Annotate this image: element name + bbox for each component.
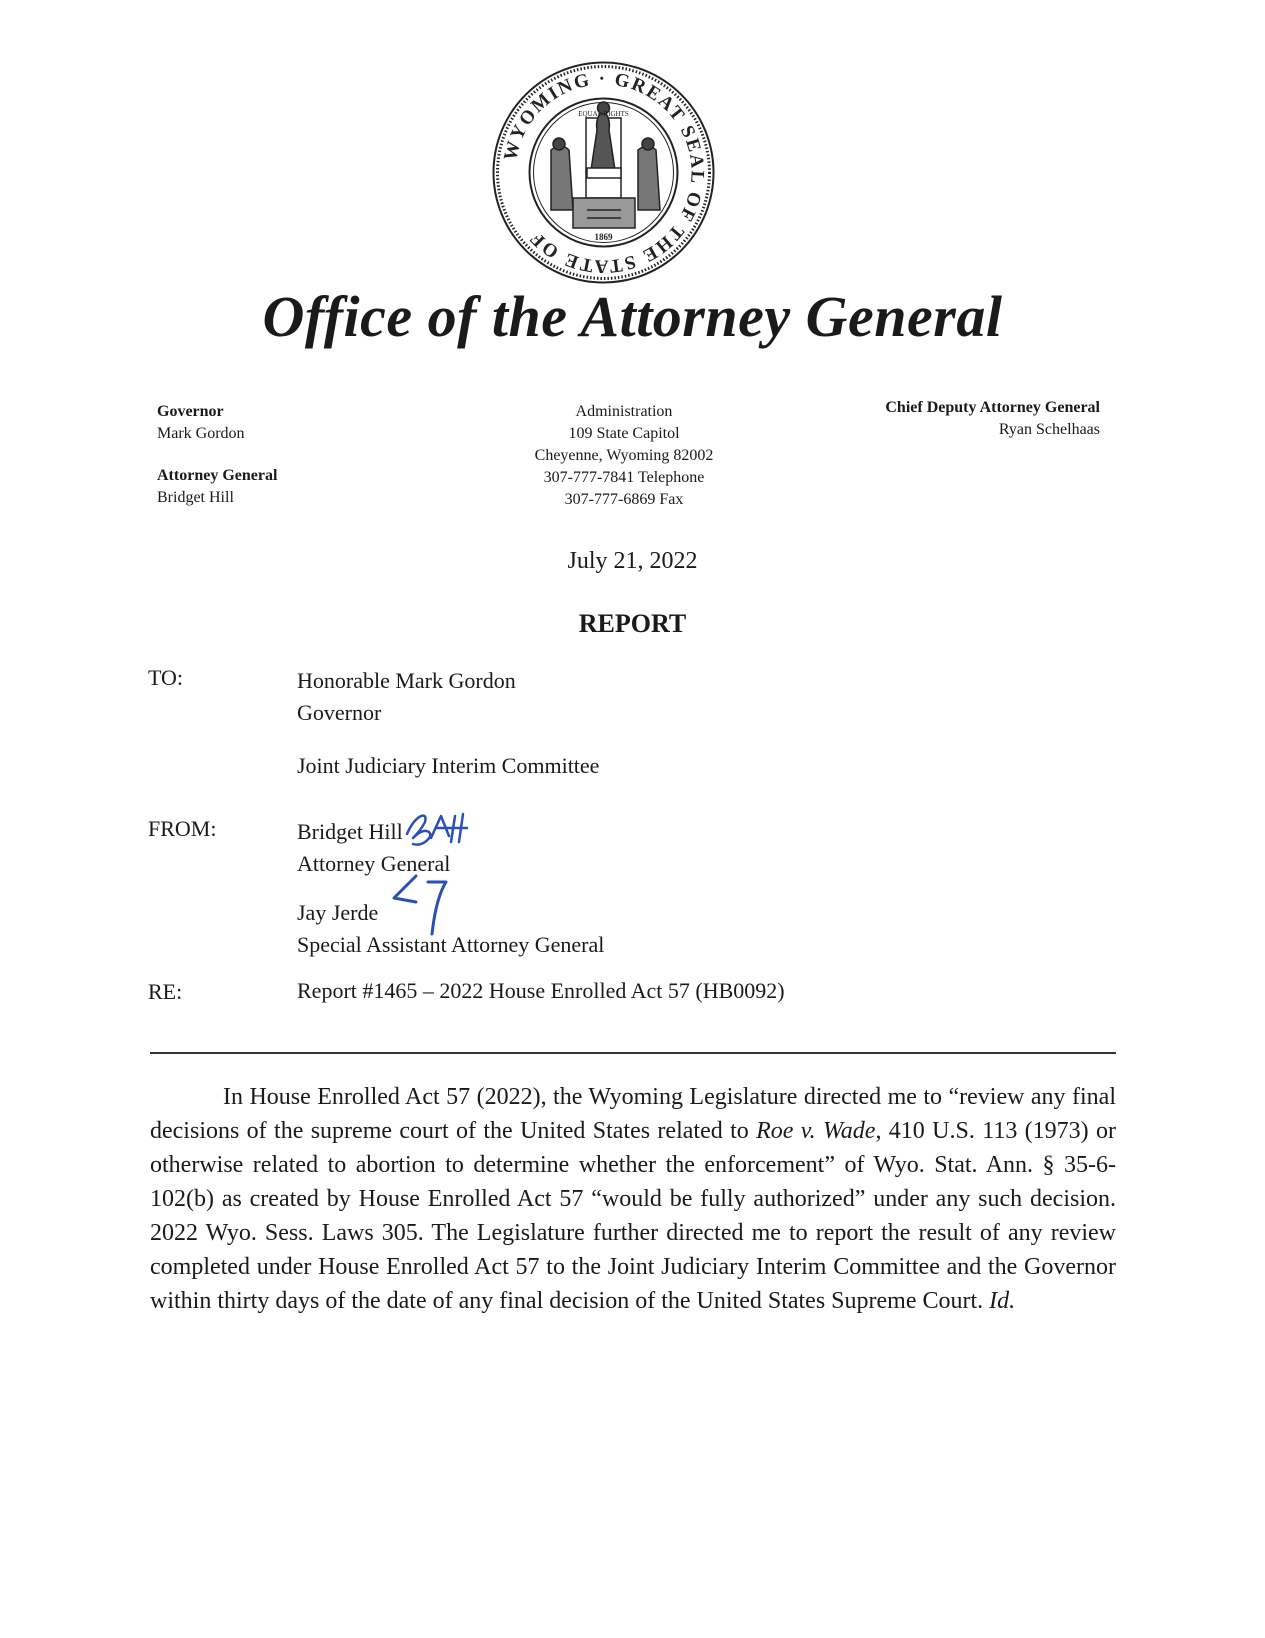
from-label: FROM:	[148, 816, 217, 841]
address-line-3: Cheyenne, Wyoming 82002	[534, 447, 714, 464]
to-line-1: Honorable Mark Gordon	[297, 668, 516, 693]
governor-name: Mark Gordon	[157, 425, 245, 442]
report-date: July 21, 2022	[567, 548, 698, 574]
to-label: TO:	[148, 665, 184, 690]
letterhead-address	[493, 401, 755, 511]
letterhead-left	[157, 401, 277, 509]
address-line-1: Administration	[575, 403, 673, 420]
case-citation: Roe v. Wade	[756, 1118, 876, 1144]
from-title-2: Special Assistant Attorney General	[297, 932, 605, 957]
wyoming-great-seal	[491, 60, 716, 285]
from-block-2	[297, 897, 604, 961]
re-text: Report #1465 – 2022 House Enrolled Act 57 (HB0092)	[297, 978, 785, 1003]
to-line-3: Joint Judiciary Interim Committee	[297, 753, 600, 778]
chief-deputy-name: Ryan Schelhaas	[998, 421, 1100, 438]
address-line-2: 109 State Capitol	[568, 425, 680, 442]
report-heading: REPORT	[578, 609, 687, 638]
initials-stroke	[394, 876, 446, 934]
signature-initials-jj	[388, 870, 450, 940]
divider-rule	[150, 1052, 1116, 1054]
chief-deputy-role: Chief Deputy Attorney General	[885, 399, 1100, 416]
seal-outer-text: WYOMING · GREAT SEAL OF THE STATE OF	[500, 68, 708, 277]
body-text-1: In House Enrolled Act 57 (2022), the Wyoming Legislature directed me to “review any final decisions of the supreme court of the United States related to	[150, 1084, 1116, 1144]
seal-banner: EQUAL RIGHTS	[578, 110, 629, 118]
body-paragraph	[150, 1080, 1116, 1318]
re-label: RE:	[148, 979, 183, 1004]
governor-role: Governor	[157, 403, 224, 420]
from-title-1: Attorney General	[297, 851, 451, 876]
ag-role: Attorney General	[157, 467, 278, 484]
office-title: Office of the Attorney General	[262, 284, 1003, 349]
address-line-4: 307-777-7841 Telephone	[543, 469, 705, 486]
to-line-2: Governor	[297, 700, 382, 725]
body-text-2: , 410 U.S. 113 (1973) or otherwise related to abortion to determine whether the enforcement” of Wyo. Stat. Ann. § 35-6-102(b) as created by House Enrolled Act 57 “would be fully authorized” under any such decision. 2022 Wyo. Sess. Laws 305. The Legislature further directed me to report the result of any review completed under House Enrolled Act 57 to the Joint Judiciary Interim Committee and the Governor within thirty days of the date of any final decision of the United States Supreme Court.	[150, 1118, 1117, 1314]
letterhead-right	[790, 397, 1100, 441]
initials-stroke	[407, 814, 467, 845]
id-citation: Id.	[989, 1288, 1016, 1314]
seal-year: 1869	[594, 232, 613, 242]
from-name-1: Bridget Hill	[297, 819, 403, 844]
to-block	[297, 665, 516, 729]
signature-initials-bh	[403, 808, 485, 852]
from-name-2: Jay Jerde	[297, 900, 379, 925]
ag-name: Bridget Hill	[157, 489, 234, 506]
address-line-5: 307-777-6869 Fax	[564, 491, 684, 508]
